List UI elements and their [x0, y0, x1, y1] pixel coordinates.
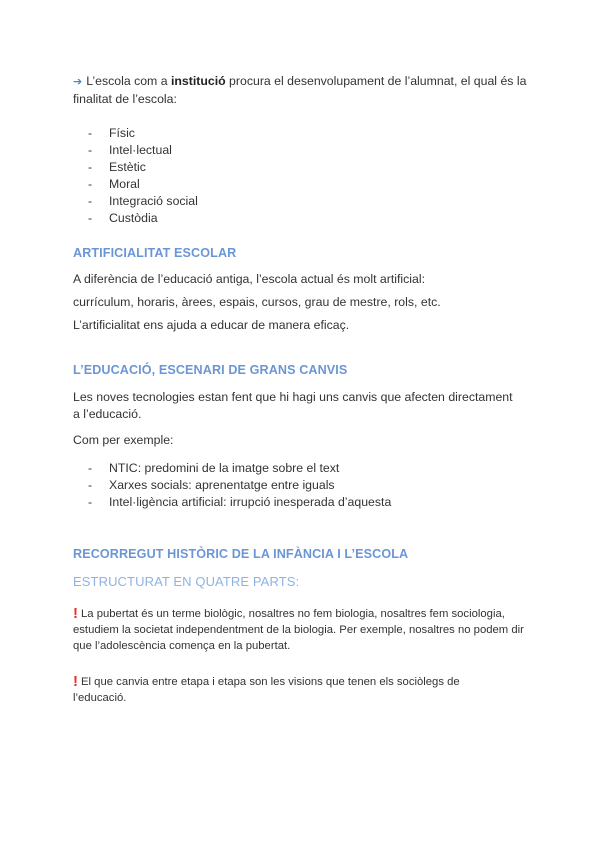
list-item: - Integració social — [88, 193, 198, 210]
section1-line2: currículum, horaris, àrees, espais, cursos, grau de mestre, rols, etc. — [73, 295, 441, 309]
section1-line1: A diferència de l’educació antiga, l’escola actual és molt artificial: — [73, 272, 426, 286]
development-list — [88, 125, 198, 227]
changes-list — [88, 460, 391, 511]
intro-paragraph — [73, 73, 533, 108]
list-item: - Custòdia — [88, 210, 198, 227]
intro-text-start: L’escola com a — [86, 74, 171, 88]
section-heading-recorregut: RECORREGUT HISTÒRIC DE LA INFÀNCIA I L’ESCOLA — [73, 547, 409, 561]
note2-text: El que canvia entre etapa i etapa son les visions que tenen els sociòlegs de l’educació. — [73, 676, 460, 704]
note-paragraph-1 — [73, 606, 533, 654]
section-subheading-parts: ESTRUCTURAT EN QUATRE PARTS: — [73, 574, 300, 589]
section2-paragraph: Les noves tecnologies estan fent que hi hagi uns canvis que afecten directament a l’educació. — [73, 390, 513, 421]
section-heading-artificialitat: ARTIFICIALITAT ESCOLAR — [73, 246, 237, 260]
note1-text: La pubertat és un terme biològic, nosaltres no fem biologia, nosaltres fem sociologia, estudiem la societat independentment de la biologia. Per exemple, nosaltres no podem dir que l’adolescència comença en la pubertat. — [73, 608, 524, 652]
list-item: - Intel·lectual — [88, 142, 198, 159]
list-item: - Físic — [88, 125, 198, 142]
list-item: - Intel·ligència artificial: irrupció inesperada d’aquesta — [88, 494, 391, 511]
exclamation-icon: ! — [73, 605, 78, 622]
list-item: - NTIC: predomini de la imatge sobre el text — [88, 460, 391, 477]
section-heading-canvis: L’EDUCACIÓ, ESCENARI DE GRANS CANVIS — [73, 363, 348, 377]
arrow-right-icon: ➔ — [73, 76, 83, 88]
section1-line3: L’artificialitat ens ajuda a educar de manera eficaç. — [73, 318, 350, 332]
intro-bold-term: institució — [170, 74, 226, 88]
list-item: - Estètic — [88, 159, 198, 176]
section2-example-label: Com per exemple: — [73, 433, 174, 447]
note-paragraph-2 — [73, 674, 513, 706]
exclamation-icon: ! — [73, 673, 78, 690]
list-item: - Xarxes socials: aprenentatge entre iguals — [88, 477, 391, 494]
list-item: - Moral — [88, 176, 198, 193]
intro-text-end: procura el desenvolupament de l’alumnat, el qual és la finalitat de l’escola: — [73, 74, 527, 106]
